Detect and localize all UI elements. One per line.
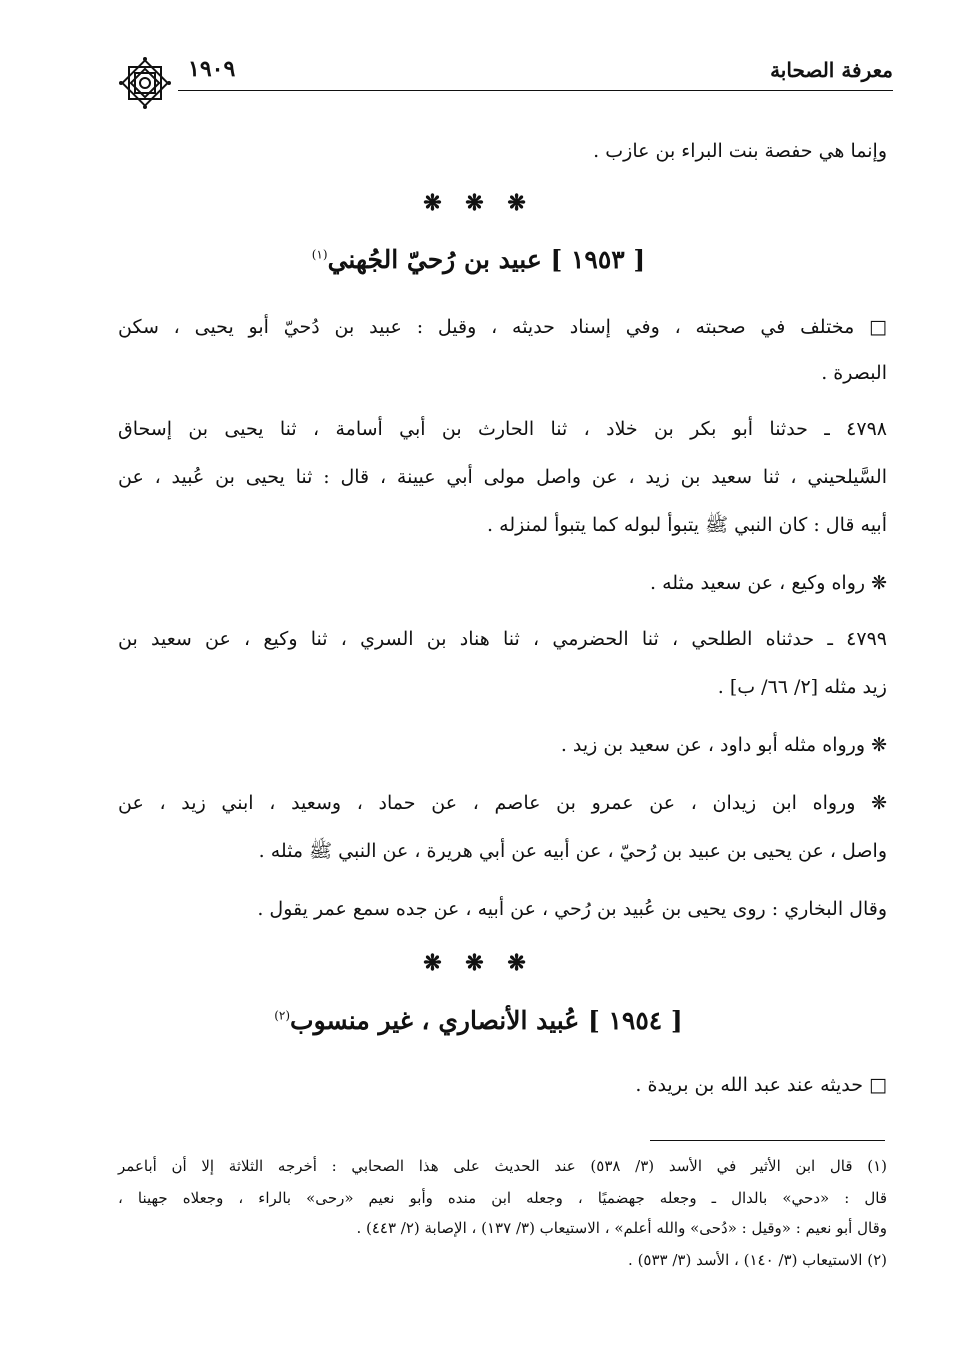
note-abu-dawud: ❋ ورواه مثله أبو داود ، عن سعيد بن زيد . [560,734,887,756]
separator-2: ❋ ❋ ❋ [423,950,534,976]
footnote-2-line1: (٢) الاستيعاب (٣/ ١٤٠) ، الأسد (٣/ ٥٣٣) . [628,1251,887,1269]
footnote-marker-2: (٢) [274,1008,291,1023]
entry-heading-text: [ ١٩٥٤ ] عُبيد الأنصاري ، غير منسوب [290,1006,683,1035]
running-title: معرفة الصحابة [770,58,893,82]
page-header [118,56,893,106]
intro-line: وإنما هي حفصة بنت البراء بن عازب . [593,140,887,162]
entry-heading-1953 [0,245,957,274]
note-waki: ❋ رواه وكيع ، عن سعيد مثله . [650,572,887,594]
entry-heading-text: [ ١٩٥٣ ] عبيد بن رُحيّ الجُهني [327,245,646,274]
entry1-desc-line1: □ مختلف في صحبته ، وفي إسناد حديثه ، وقيل : عبيد بن دُحيّ أبو يحيى ، سكن [118,316,887,338]
bukhari-line: وقال البخاري : روى يحيى بن عُبيد بن رُحي ، عن أبيه ، عن جده سمع عمر يقول . [257,898,887,920]
note-ibn-zaydan-line2: واصل ، عن يحيى بن عبيد بن رُحيّ ، عن أبيه عن أبي هريرة ، عن النبي ﷺ مثله . [258,840,887,862]
footnote-1-line1: (١) قال ابن الأثير في الأسد (٣/ ٥٣٨) عند الحديث على هذا الصحابي : أخرجه الثلاثة إلا أن أباعمر [118,1157,887,1175]
footnote-1-line2: قال : «دحي» بالدال ـ وجعله جهضميًا ، وجعله ابن منده وأبو نعيم «رحى» بالراء ، وجعلاه جهينا ، [118,1189,887,1207]
page-number: ١٩٠٩ [188,56,236,82]
hadith-4798-line2: السَّيلحيني ، ثنا سعيد بن زيد ، عن واصل مولى أبي عيينة ، قال : ثنا يحيى بن عُبيد ، عن [118,466,887,488]
entry-heading-1954 [0,1006,957,1035]
note-ibn-zaydan-line1: ❋ ورواه ابن زيدان ، عن عمرو بن عاصم ، عن حماد ، وسعيد ، ابني زيد ، عن [118,792,887,814]
entry1-desc-line2: البصرة . [821,362,887,384]
footnote-rule [650,1140,885,1141]
header-rule [178,90,893,91]
separator-1: ❋ ❋ ❋ [423,190,534,216]
footnote-marker-1: (١) [311,247,328,262]
hadith-4798-line1: ٤٧٩٨ ـ حدثنا أبو بكر بن خلاد ، ثنا الحارث بن أبي أسامة ، ثنا يحيى بن إسحاق [118,418,887,440]
entry2-desc-line1: □ حديثه عند عبد الله بن بريدة . [635,1074,887,1096]
hadith-4798-line3: أبيه قال : كان النبي ﷺ يتبوأ لبوله كما يتبوأ لمنزله . [487,514,887,536]
footnote-1-line3: وقال أبو نعيم : «وقيل : «دُحى» والله أعلم» ، الاستيعاب (٣/ ١٣٧) ، الإصابة (٢/ ٤٤٣) . [356,1219,887,1237]
hadith-4799-line1: ٤٧٩٩ ـ حدثناه الطلحي ، ثنا الحضرمي ، ثنا هناد بن السري ، ثنا وكيع ، عن سعيد بن [118,628,887,650]
hadith-4799-line2: زيد مثله [٢/ ٦٦/ ب] . [717,676,887,698]
octagram-ornament-icon [118,56,172,110]
